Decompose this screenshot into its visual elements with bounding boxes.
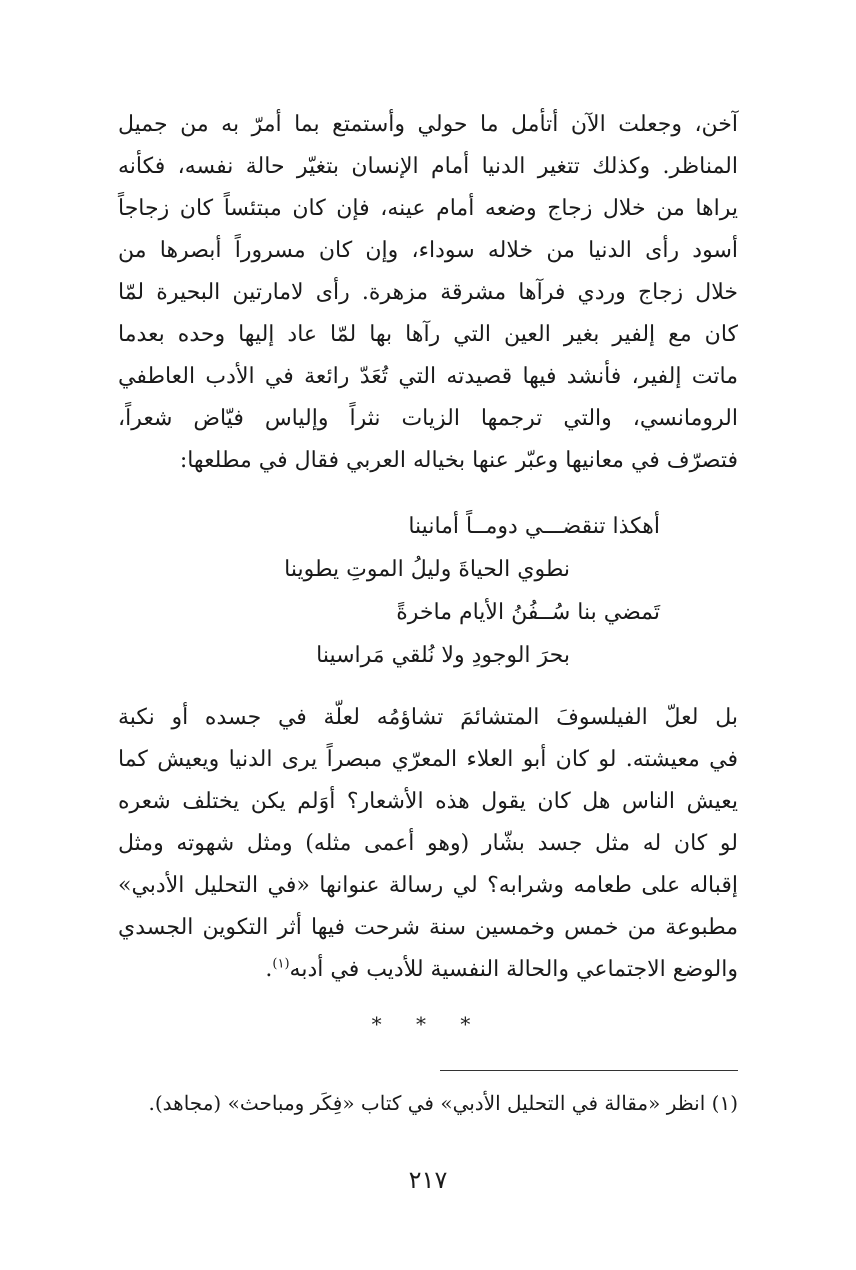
verse-line: بحرَ الوجودِ ولا نُلقي مَراسينا: [316, 643, 570, 668]
footnote: (١) انظر «مقالة في التحليل الأدبي» في كتاب «فِكَر ومباحث» (مجاهد).: [148, 1091, 738, 1115]
text-line: فتصرّف في معانيها وعبّر عنها بخياله العربي فقال في مطلعها:: [179, 448, 738, 473]
verse-line: تَمضي بنا سُــفُنُ الأيام ماخرةً: [396, 600, 660, 625]
text-line: يعيش الناس هل كان يقول هذه الأشعار؟ أوَلم يكن يختلف شعره: [118, 789, 738, 814]
text-line: أسود رأى الدنيا من خلاله سوداء، وإن كان مسروراً أبصرها من: [118, 238, 738, 263]
page-number: ٢١٧: [408, 1166, 448, 1194]
text-line: كان مع إلفير بغير العين التي رآها بها لمّا عاد إليها وحده بعدما: [118, 322, 738, 347]
verse-line: أهكذا تنقضـــي دومــاً أمانينا: [408, 514, 660, 539]
text-line: خلال زجاج وردي فرآها مشرقة مزهرة. رأى لامارتين البحيرة لمّا: [118, 280, 738, 305]
paragraph-2: [118, 697, 738, 991]
text-line: لو كان له مثل جسد بشّار (وهو أعمى مثله) ومثل شهوته ومثل: [118, 831, 738, 856]
section-separator: * * *: [371, 1012, 485, 1036]
text-line-content: والوضع الاجتماعي والحالة النفسية للأديب في أدبه: [289, 957, 738, 982]
text-line: بل لعلّ الفيلسوفَ المتشائمَ تشاؤمُه لعلّة في جسده أو نكبة: [118, 705, 738, 730]
text-line: آخن، وجعلت الآن أتأمل ما حولي وأستمتع بما أمرّ به من جميل: [118, 112, 738, 137]
paragraph-1: [118, 104, 738, 482]
text-line: يراها من خلال زجاج وضعه أمام عينه، فإن كان مبتئساً كان زجاجاً: [118, 196, 738, 221]
text-line: في معيشته. لو كان أبو العلاء المعرّي مبصراً يرى الدنيا ويعيش كما: [118, 747, 738, 772]
verse-line: نطوي الحياةَ وليلُ الموتِ يطوينا: [284, 557, 570, 582]
sentence-end-period: .: [265, 957, 273, 982]
text-line: ماتت إلفير، فأنشد فيها قصيدته التي تُعَدّ رائعة في الأدب العاطفي: [118, 364, 738, 389]
text-line: مطبوعة من خمس وخمسين سنة شرحت فيها أثر التكوين الجسدي: [118, 915, 738, 940]
text-line: [118, 949, 738, 991]
footnote-divider: [440, 1070, 738, 1071]
footnote-reference[interactable]: (١): [272, 956, 290, 972]
text-line: إقباله على طعامه وشرابه؟ لي رسالة عنوانها «في التحليل الأدبي»: [118, 873, 738, 898]
poem-verses: [150, 505, 660, 677]
text-line: المناظر. وكذلك تتغير الدنيا أمام الإنسان بتغيّر حالة نفسه، فكأنه: [118, 154, 738, 179]
text-line: الرومانسي، والتي ترجمها الزيات نثراً وإلياس فيّاض شعراً،: [118, 406, 738, 431]
